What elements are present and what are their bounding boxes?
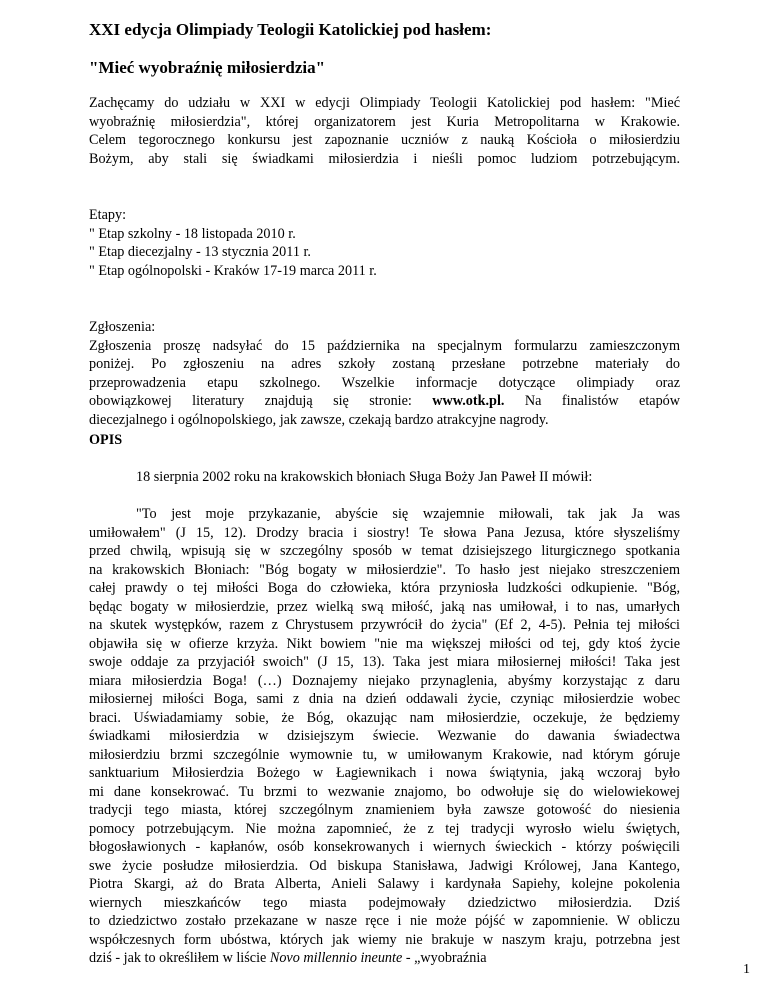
intro-line: Celem tegorocznego konkursu jest zapoznanie uczniów z nauką Kościoła o miłosierdziu bbox=[89, 132, 680, 148]
intro-paragraph bbox=[89, 94, 680, 168]
quote-line: miara miłosierdzia Boga! (…) Doznajemy niejako przynaglenia, abyśmy korzystając z daru bbox=[89, 672, 680, 689]
quote-line: tradycji tego miasta, której szczególnym znamieniem była zawsze gotowość do niesienia bbox=[89, 802, 680, 818]
otk-link[interactable]: www.otk.pl. bbox=[432, 393, 505, 409]
zgloszenia-line: Zgłoszenia proszę nadsyłać do 15 października na specjalnym formularzu zamieszczonym bbox=[89, 337, 680, 354]
quote-line: miłosierdziu brzmi szczególnie wymownie tu, w umiłowanym Krakowie, nad którym góruje bbox=[89, 746, 680, 763]
quote-line: swe życie posłudze miłosierdzia. Od biskupa Stanisława, Jadwigi Królowej, Jana Kantego, bbox=[89, 857, 680, 874]
page-number: 1 bbox=[743, 962, 750, 977]
quote-line: umiłowałem" (J 15, 12). Drodzy bracia i siostry! Te słowa Pana Jezusa, które słyszeliśmy bbox=[89, 524, 680, 541]
quote-line: to dziedzictwo zostało przekazane w nasze ręce i nie może pójść w zapomnienie. W obliczu bbox=[89, 913, 680, 929]
etap-item: " Etap diecezjalny - 13 stycznia 2011 r. bbox=[89, 244, 311, 260]
etapy-section bbox=[89, 206, 680, 280]
document-title: XXI edycja Olimpiady Teologii Katolickiej pod hasłem: bbox=[89, 20, 492, 39]
quote-line: współczesnych form ubóstwa, których jak wiemy nie brakuje w naszym kraju, potrzebna jest bbox=[89, 931, 680, 948]
quote-text: - „wyobraźnia bbox=[405, 950, 487, 966]
quote-line: Piotra Skargi, aż do Brata Alberta, Anieli Salawy i kardynała Sapiehy, kolejne pokolenia bbox=[89, 876, 680, 892]
zgloszenia-line: diecezjalnego i ogólnopolskiego, jak zawsze, czekają bardzo atrakcyjne nagrody. bbox=[89, 411, 549, 428]
zgloszenia-line: poniżej. Po zgłoszeniu na adres szkoły zostaną przesłane potrzebne materiały do bbox=[89, 356, 680, 372]
zgloszenia-text: obowiązkowej literatury znajdują się stronie: bbox=[89, 393, 412, 409]
quote-line: miłosiernej miłości Boga, sami z dnia na dzień oddawali życie, czyniąc miłosierdzie wobec bbox=[89, 691, 680, 707]
opis-lead bbox=[89, 468, 680, 487]
zgloszenia-section bbox=[89, 318, 680, 429]
quote-line: objawiła się w ofierze krzyża. Nikt bowiem "nie ma większej miłości od tej, gdy ktoś życie bbox=[89, 635, 680, 652]
quote-line: sanktuarium Miłosierdzia Bożego w Łagiewnikach i nowa świątynia, jaką wczoraj było bbox=[89, 765, 680, 781]
etapy-heading: Etapy: bbox=[89, 207, 127, 223]
quote-line: przed chwilą, wpisują się w szczególny sposób w temat dzisiejszego liturgicznego spotkania bbox=[89, 543, 680, 559]
quote-line: świadkami miłosierdzia w dzisiejszym świecie. Wezwanie do dawania świadectwa bbox=[89, 728, 680, 744]
intro-line: wyobraźnię miłosierdzia", której organizatorem jest Kuria Metropolitarna w Krakowie. bbox=[89, 113, 680, 130]
quote-text: dziś - jak to określiłem w liście bbox=[89, 950, 267, 966]
quote-line: na skutek występków, razem z Chrystusem przywrócił do życia" (Ef 2, 4-5). Pełnia tej miłości bbox=[89, 617, 680, 633]
opis-heading: OPIS bbox=[89, 432, 123, 448]
zgloszenia-heading: Zgłoszenia: bbox=[89, 319, 156, 335]
quote-line: całej prawdy o tej miłości Boga do człowieka, która przyniosła ludzkości odkupienie. "Bóg, bbox=[89, 580, 680, 596]
etap-item: " Etap szkolny - 18 listopada 2010 r. bbox=[89, 225, 296, 242]
quote-italic-title: Novo millennio ineunte bbox=[269, 950, 403, 966]
quote-line: wiernych mieszkańców tego miasta podejmowały dziedzictwo miłosierdzia. Dziś bbox=[89, 894, 680, 911]
intro-line: Zachęcamy do udziału w XXI w edycji Olimpiady Teologii Katolickiej pod hasłem: "Mieć bbox=[89, 95, 680, 111]
quote-line: "To jest moje przykazanie, abyście się wzajemnie miłowali, tak jak Ja was bbox=[136, 506, 680, 522]
quote-line: braci. Uświadamiamy sobie, że Bóg, okazując nam miłosierdzie, oczekuje, że będziemy bbox=[89, 709, 680, 726]
quote-line: będąc bogaty w miłosierdzie, przez wielką swą miłość, jaką nas umiłował, i to nas, umarłych bbox=[89, 598, 680, 615]
opis-lead-text: 18 sierpnia 2002 roku na krakowskich błoniach Sługa Boży Jan Paweł II mówił: bbox=[136, 469, 593, 485]
quote-line: mi dane konsekrować. Tu brzmi to wezwanie znajomo, bo odwołuje się do wielowiekowej bbox=[89, 783, 680, 800]
intro-line: Bożym, aby stali się świadkami miłosierdzia i nieśli pomoc ludziom potrzebującym. bbox=[89, 150, 680, 167]
zgloszenia-line: przeprowadzenia etapu szkolnego. Wszelkie informacje dotyczące olimpiady oraz bbox=[89, 374, 680, 391]
quote-line bbox=[89, 949, 680, 968]
zgloszenia-line bbox=[89, 392, 680, 411]
zgloszenia-text: Na finalistów etapów bbox=[524, 393, 681, 409]
quote-line: błogosławionych - kapłanów, osób konsekrowanych i wiernych świeckich - którzy poświęcili bbox=[89, 839, 680, 855]
quote-line: na krakowskich Błoniach: "Bóg bogaty w miłosierdzie". To hasło jest niejako streszczeniem bbox=[89, 561, 680, 578]
document-subtitle: "Mieć wyobraźnię miłosierdzia" bbox=[89, 58, 326, 77]
quote-line: pomocy potrzebującym. Nie można zapomnieć, że z tej tradycji wyrosło wielu świętych, bbox=[89, 820, 680, 837]
quote-line: swoje oddaje za przyjaciół swoich" (J 15, 13). Taka jest miara miłosiernej miłości! Taka jest bbox=[89, 654, 680, 670]
etap-item: " Etap ogólnopolski - Kraków 17-19 marca 2011 r. bbox=[89, 262, 377, 279]
opis-quote bbox=[89, 505, 680, 968]
